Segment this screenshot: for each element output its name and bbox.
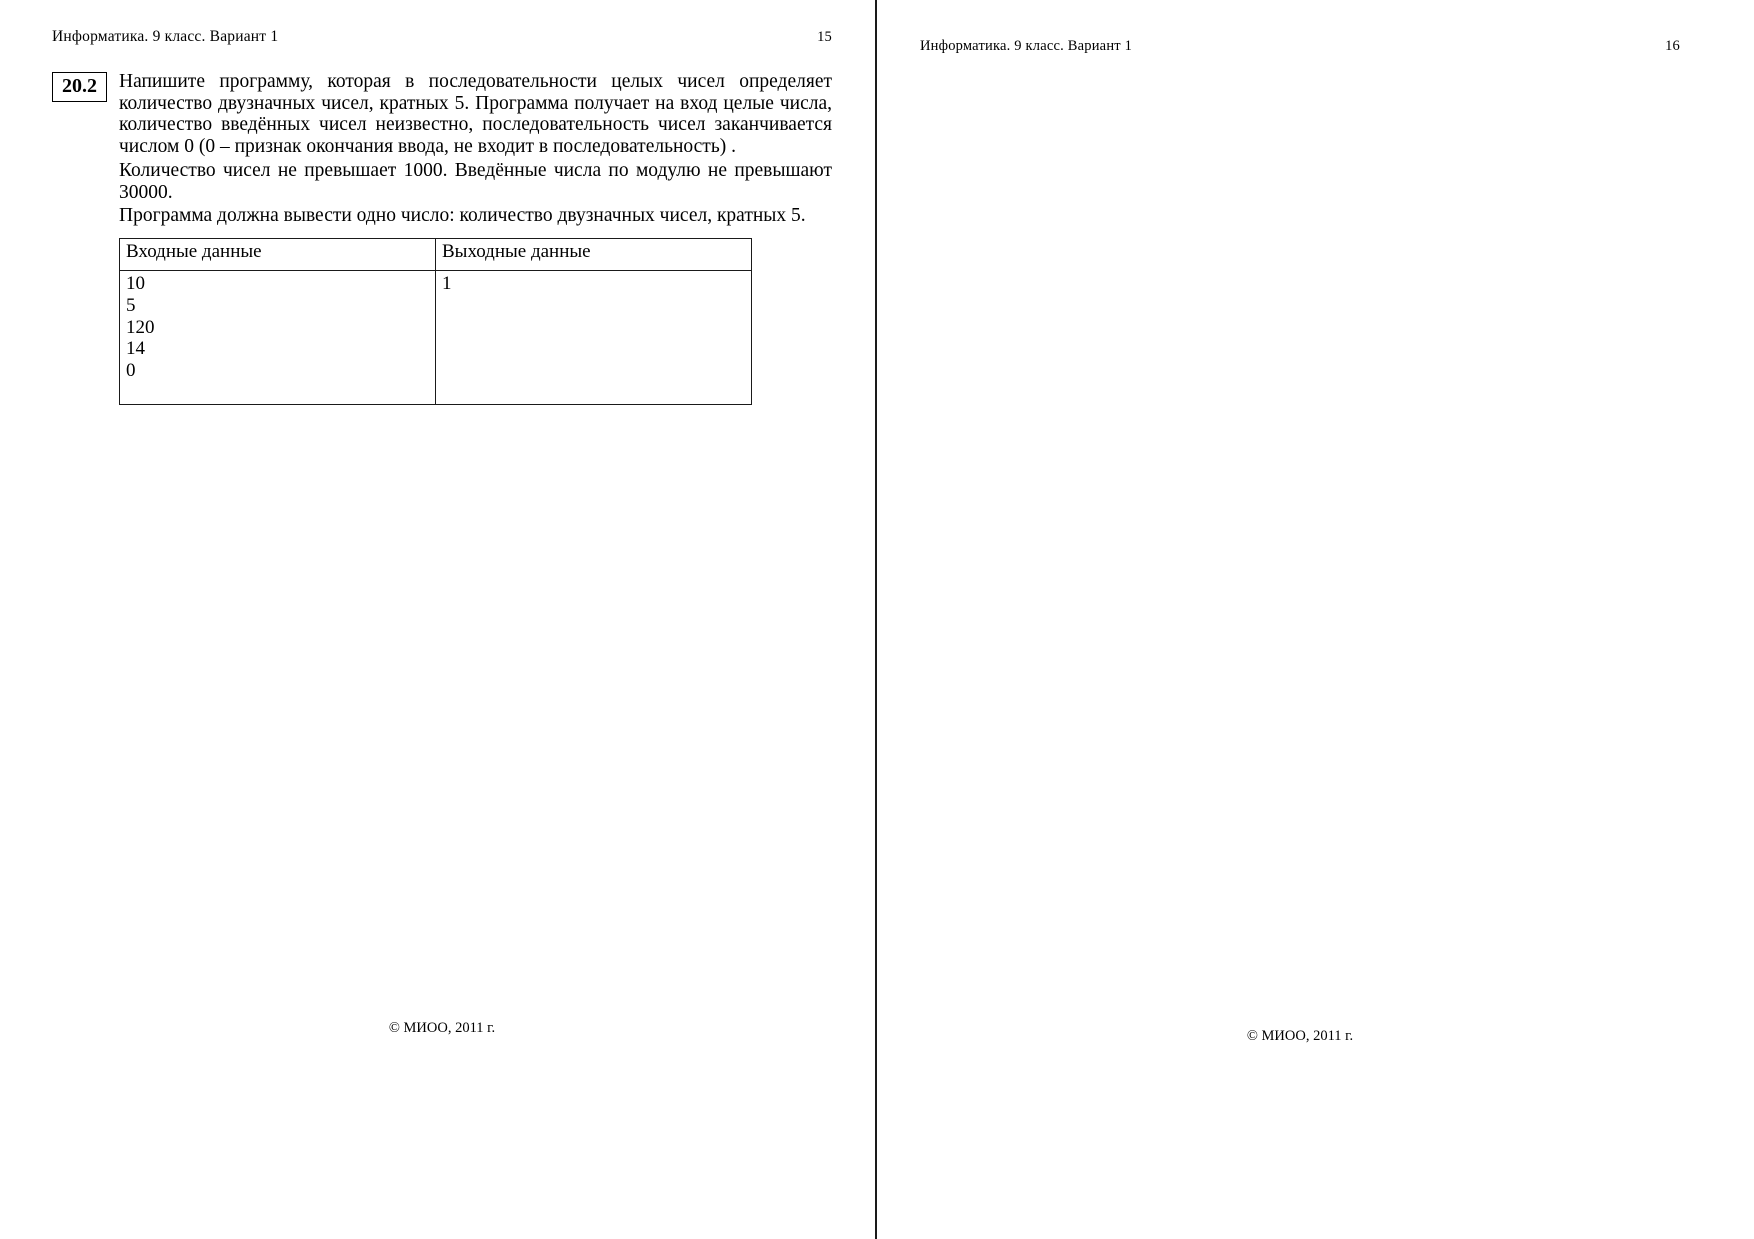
input-line: 10 [126,273,145,295]
input-line: 0 [126,360,136,382]
table-cell-output [436,271,752,405]
input-line: 5 [126,294,136,316]
io-example-table [119,238,752,405]
right-page-number: 16 [1665,38,1680,54]
table-header-input: Входные данные [120,239,436,271]
task-block [52,71,832,405]
right-page-footer: © МИОО, 2011 г. [1246,1028,1354,1044]
right-header-title: Информатика. 9 класс. Вариант 1 [920,38,1133,54]
left-page-footer: © МИОО, 2011 г. [388,1020,496,1036]
right-running-head [920,38,1680,55]
output-lines [442,273,751,401]
left-running-head [52,28,832,46]
table-cell-input [120,271,436,405]
table-header-row [120,239,752,271]
task-body [119,71,832,405]
left-page-number: 15 [817,29,832,45]
task-paragraph-3: Программа должна вывести одно число: количество двузначных чисел, кратных 5. [119,205,806,227]
left-header-title: Информатика. 9 класс. Вариант 1 [52,28,279,45]
table-row [120,271,752,405]
right-page-content [920,38,1680,55]
left-page-content [52,28,832,405]
task-number-badge: 20.2 [52,72,107,102]
input-line: 120 [126,316,155,338]
input-line: 14 [126,338,145,360]
task-paragraph-1: Напишите программу, которая в последовательности целых чисел определяет количество двузначных чисел, кратных 5. Программа получает на вход целые числа, количество введённых чисел неизвестно, последовательность чисел заканчивается числом 0 (0 – признак окончания ввода, не входит в последовательность) . [119,71,832,158]
task-paragraph-2: Количество чисел не превышает 1000. Введённые числа по модулю не превышают 30000. [119,159,832,203]
right-page [877,0,1754,1239]
input-lines [126,273,435,401]
table-header-output: Выходные данные [436,239,752,271]
output-line: 1 [442,273,452,295]
